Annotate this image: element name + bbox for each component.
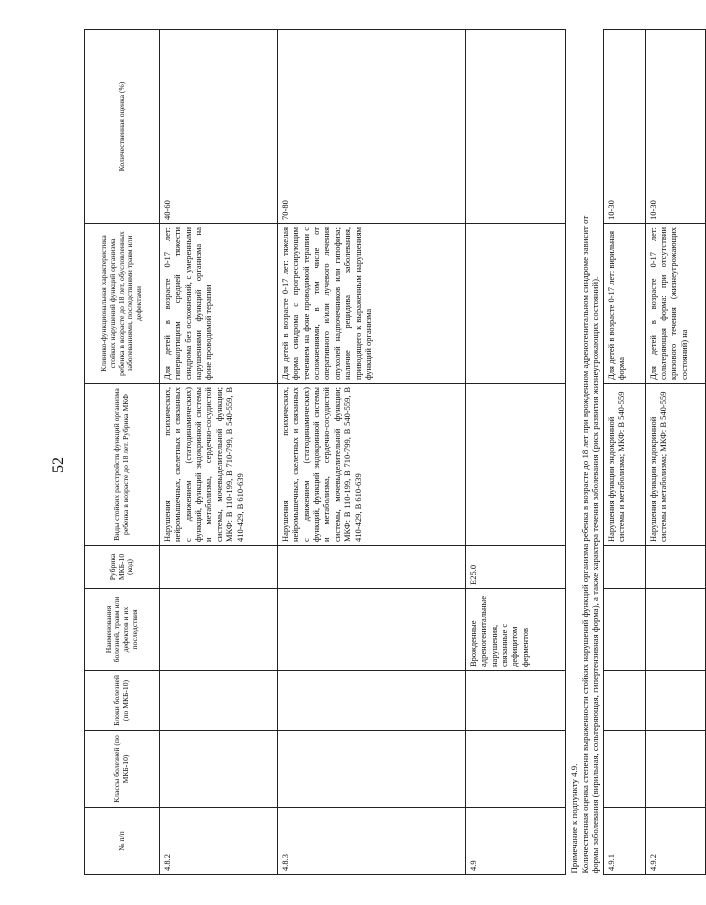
table-row [160,30,278,875]
note-line: формы заболевания (вирильная, сольтеряющая, гипертензивная форма), а также характера течения заболевания (риск развития жизнеугрожающих состояний). [590,276,601,874]
table-row [645,30,705,875]
row-score: 10-30 [645,30,705,224]
row-block [278,671,466,731]
table-note [566,30,604,875]
row-types: Нарушения функции эндокринной системы и метаболизма; МКФ: В 540-559 [603,384,645,546]
row-characteristic: Для детей в возрасте 0-17 лет: гиперкортицизм средней тяжести синдрома без осложнений, с умеренными нарушениями функций организма на фоне проводимой терапии [160,224,278,384]
row-name [278,589,466,671]
header-characteristic: Клинико-функциональная характеристика стойких нарушений функций организма ребенка в возрасте до 18 лет, обусловленных заболеваниями, последствиями травм или дефектами [85,224,160,384]
note-line: Количественная оценка степени выраженности стойких нарушений функций организма ребенка в возрасте до 18 лет при врожденном адреногенитальном синдроме зависит от [579,215,590,874]
criteria-table [84,29,706,875]
header-class: Классы болезней (по МКБ-10) [85,731,160,808]
header-code: Рубрика МКБ-10 (код) [85,546,160,589]
row-class [160,731,278,808]
note-row [566,30,604,875]
row-characteristic: Для детей в возрасте 0-17 лет: тяжелая форма синдрома с прогрессирующим течением на фоне проводимой терапии с осложнениями, в том числе от оперативного и/или лучевого лечения опухолей надпочечников или гипофиза; наличие рецидива заболевания, приводящего к выраженным нарушениям функций организма [278,224,466,384]
table-row [466,30,566,875]
row-block [160,671,278,731]
row-num: 4.9 [466,808,566,875]
row-name: Врожденные адреногенитальные нарушения, связанные с дефицитом ферментов [466,589,566,671]
row-score [466,30,566,224]
row-score: 40-60 [160,30,278,224]
row-types: Нарушения функции эндокринной системы и метаболизма; МКФ: В 540-559 [645,384,705,546]
row-name [603,589,645,671]
row-num: 4.9.1 [603,808,645,875]
row-block [466,671,566,731]
row-block [645,671,705,731]
row-code [645,546,705,589]
row-score: 70-80 [278,30,466,224]
header-block: Блоки болезней (по МКБ-10) [85,671,160,731]
row-score: 10-30 [603,30,645,224]
row-types: Нарушения психических, нейромышечных, скелетных и связанных с движением (статодинамических) функций, функций эндокринной системы и метаболизма, сердечно-сосудистой системы, мочевыделительной функции; МКФ: В 110-199, В 710-799, В 540-559, В 410-429, В 610-639 [160,384,278,546]
row-characteristic: Для детей в возрасте 0-17 лет: вирильная форма [603,224,645,384]
row-class [645,731,705,808]
row-num: 4.8.2 [160,808,278,875]
row-name [645,589,705,671]
row-code [603,546,645,589]
row-code: E25.0 [466,546,566,589]
row-code [278,546,466,589]
row-class [603,731,645,808]
row-class [278,731,466,808]
header-num: № п/п [85,808,160,875]
row-characteristic: Для детей в возрасте 0-17 лет: сольтеряющая форма: при отсутствии кризового течения (жизнеугрожающих состояний) на [645,224,705,384]
page-number: 52 [50,457,67,473]
row-characteristic [466,224,566,384]
note-line: Примечание к подпункту 4.9. [569,763,579,874]
row-types [466,384,566,546]
table-row [603,30,645,875]
header-types: Виды стойких расстройств функций организма ребенка в возрасте до 18 лет. Рубрика МКФ [85,384,160,546]
row-name [160,589,278,671]
row-num: 4.8.3 [278,808,466,875]
header-name: Наименования болезней, травм или дефектов и их последствия [85,589,160,671]
row-num: 4.9.2 [645,808,705,875]
row-block [603,671,645,731]
row-code [160,546,278,589]
table-row [278,30,466,875]
row-class [466,731,566,808]
table-header-row [85,30,160,875]
row-types: Нарушения психических, нейромышечных, скелетных и связанных с движением (статодинамических) функций, функций эндокринной системы и метаболизма, сердечно-сосудистой системы, мочевыделительной функции; МКФ: В 110-199, В 710-799, В 540-559, В 410-429, В 610-639 [278,384,466,546]
header-score: Количественная оценка (%) [85,30,160,224]
